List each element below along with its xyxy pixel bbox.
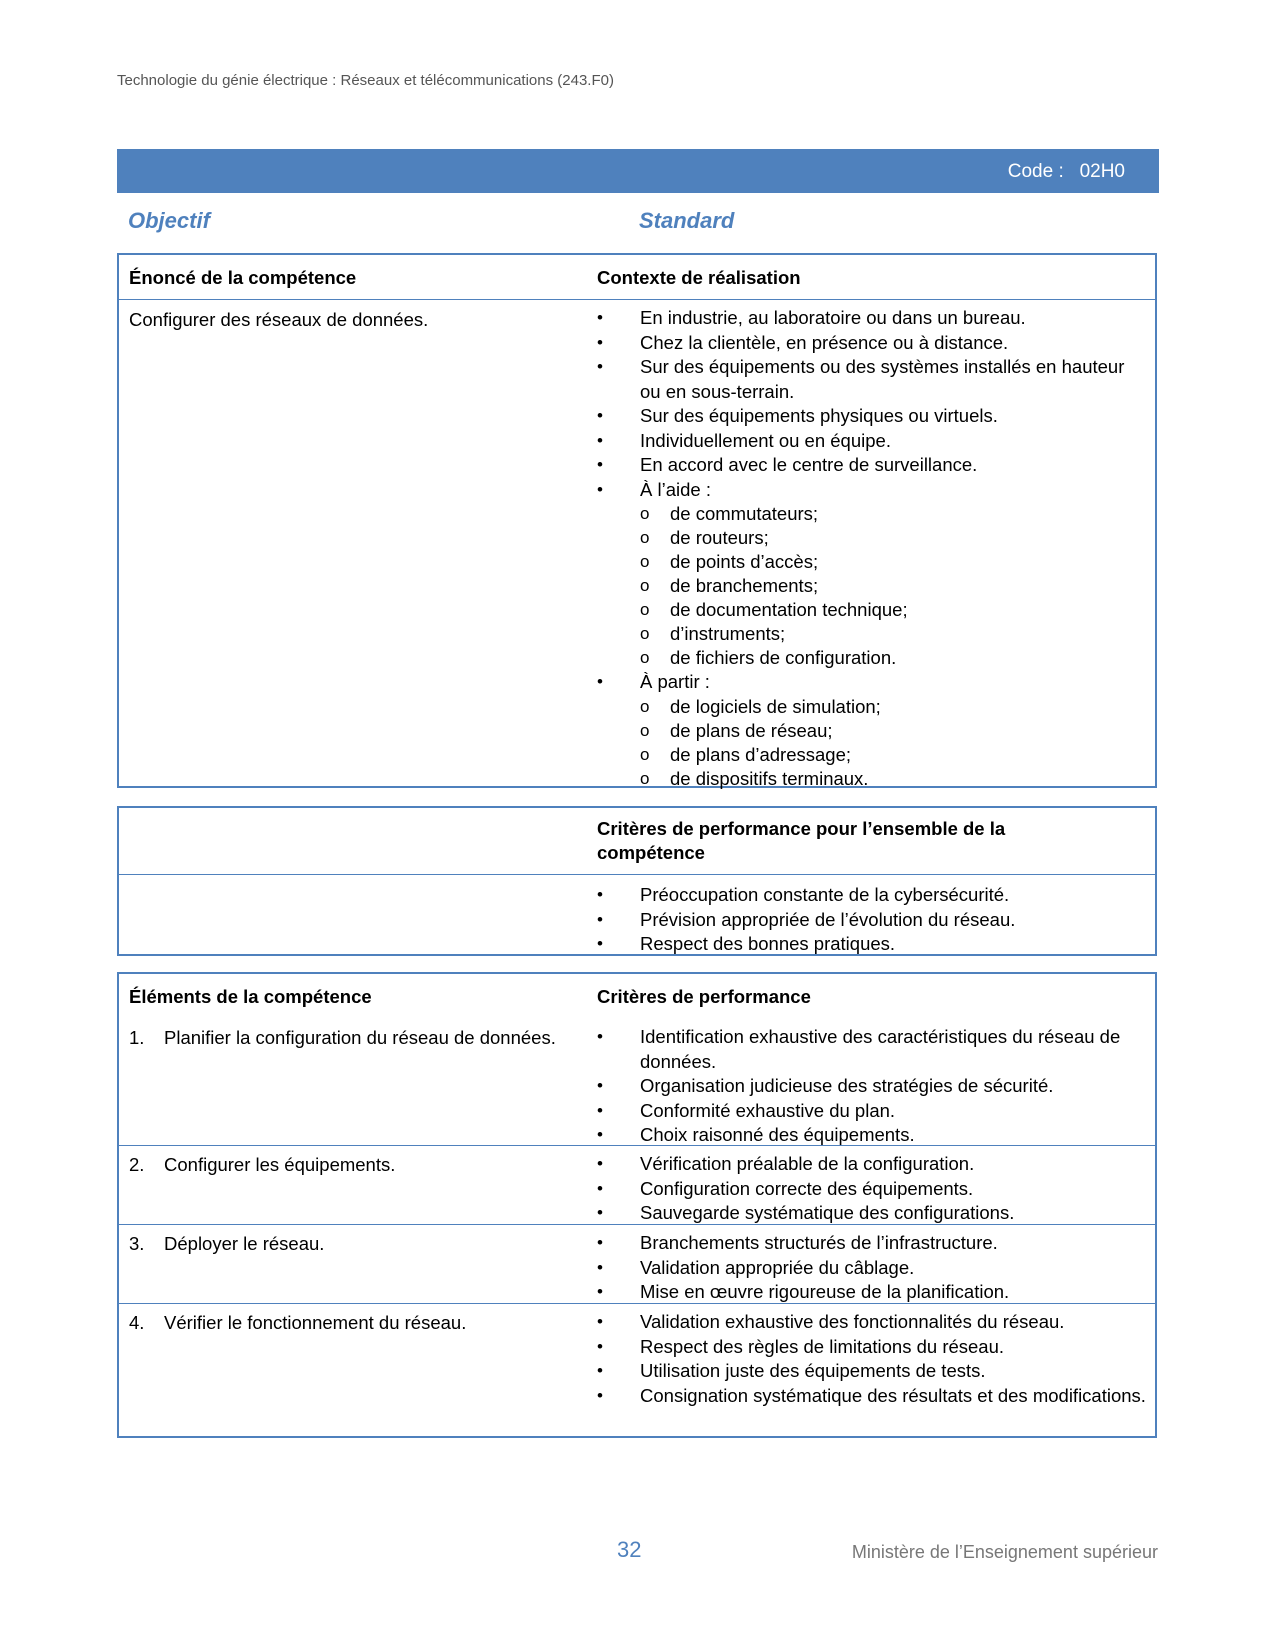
element-text: Vérifier le fonctionnement du réseau. xyxy=(164,1312,467,1333)
element-item xyxy=(129,1311,579,1336)
contexte-list-container xyxy=(597,306,1147,791)
critere-item: • Branchements structurés de l’infrastructure. xyxy=(597,1231,1147,1256)
contexte-item xyxy=(597,478,1147,503)
contexte-item xyxy=(597,331,1147,356)
contexte-item-text: À l’aide : xyxy=(640,478,711,500)
standard-heading: Standard xyxy=(639,208,735,233)
criteres-cell xyxy=(597,1231,1147,1305)
contexte-sublist xyxy=(597,695,1147,791)
critere-item: • Organisation judicieuse des stratégies de sécurité. xyxy=(597,1074,1147,1099)
ensemble-table xyxy=(117,806,1157,956)
objectif-heading: Objectif xyxy=(128,208,210,233)
contexte-subitem: o de plans d’adressage; xyxy=(640,743,1147,767)
critere-item: • Respect des règles de limitations du réseau. xyxy=(597,1335,1147,1360)
critere-item: • Mise en œuvre rigoureuse de la planification. xyxy=(597,1280,1147,1305)
elements-table-header xyxy=(119,974,1155,1019)
contexte-item xyxy=(597,306,1147,331)
contexte-subitem: o de points d’accès; xyxy=(640,550,1147,574)
ensemble-item: • Respect des bonnes pratiques. xyxy=(597,932,1147,957)
ensemble-item: • Prévision appropriée de l’évolution du réseau. xyxy=(597,908,1147,933)
contexte-item xyxy=(597,429,1147,454)
criteres-list xyxy=(597,1231,1147,1305)
contexte-sublist xyxy=(597,502,1147,670)
contexte-item-text: En accord avec le centre de surveillance. xyxy=(640,454,978,475)
criteres-list xyxy=(597,1152,1147,1226)
elements-rows xyxy=(119,1019,1155,1436)
element-number: 2. xyxy=(129,1154,145,1175)
contexte-item-text: Individuellement ou en équipe. xyxy=(640,429,891,451)
criteres-header: Critères de performance xyxy=(597,986,811,1007)
element-number: 3. xyxy=(129,1233,145,1254)
contexte-item-text: Sur des équipements ou des systèmes installés en hauteur ou en sous-terrain. xyxy=(640,356,1125,402)
contexte-item xyxy=(597,670,1147,695)
competence-table xyxy=(117,253,1157,788)
contexte-subitem: o de fichiers de configuration. xyxy=(640,646,1147,670)
contexte-header: Contexte de réalisation xyxy=(597,267,801,288)
ensemble-list xyxy=(597,883,1147,957)
elements-table-row xyxy=(119,1303,1155,1436)
ensemble-table-header xyxy=(119,808,1155,874)
element-item xyxy=(129,1026,579,1051)
ensemble-list-container xyxy=(597,883,1147,957)
element-number: 1. xyxy=(129,1027,145,1048)
criteres-list xyxy=(597,1025,1147,1148)
contexte-list xyxy=(597,306,1147,791)
contexte-subitem: o de routeurs; xyxy=(640,526,1147,550)
element-text: Planifier la configuration du réseau de données. xyxy=(164,1027,556,1048)
competency-code: Code : 02H0 xyxy=(1007,161,1125,182)
contexte-subitem: o d’instruments; xyxy=(640,622,1147,646)
enonce-text: Configurer des réseaux de données. xyxy=(129,309,429,330)
code-bar xyxy=(117,149,1159,193)
elements-table-row xyxy=(119,1019,1155,1145)
critere-item: • Identification exhaustive des caractéristiques du réseau de données. xyxy=(597,1025,1147,1074)
element-number: 4. xyxy=(129,1312,145,1333)
contexte-subitem: o de commutateurs; xyxy=(640,502,1147,526)
ensemble-item: • Préoccupation constante de la cybersécurité. xyxy=(597,883,1147,908)
critere-item: • Choix raisonné des équipements. xyxy=(597,1123,1147,1148)
contexte-subitem: o de documentation technique; xyxy=(640,598,1147,622)
critere-item: • Sauvegarde systématique des configurations. xyxy=(597,1201,1147,1226)
section-headings xyxy=(128,208,1158,236)
elements-table-row xyxy=(119,1224,1155,1303)
criteres-cell xyxy=(597,1310,1147,1408)
page-number: 32 xyxy=(617,1537,642,1562)
criteres-list xyxy=(597,1310,1147,1408)
competence-table-body xyxy=(119,299,1155,789)
element-cell xyxy=(129,1311,579,1336)
critere-item: • Utilisation juste des équipements de tests. xyxy=(597,1359,1147,1384)
contexte-subitem: o de branchements; xyxy=(640,574,1147,598)
contexte-item-text: À partir : xyxy=(640,671,710,692)
elements-header: Éléments de la compétence xyxy=(129,986,372,1007)
element-text: Configurer les équipements. xyxy=(164,1154,396,1175)
contexte-item-text: Sur des équipements physiques ou virtuels. xyxy=(640,405,998,426)
critere-item: • Vérification préalable de la configuration. xyxy=(597,1152,1147,1177)
critere-item: • Validation exhaustive des fonctionnalités du réseau. xyxy=(597,1310,1147,1335)
criteres-cell xyxy=(597,1152,1147,1226)
criteres-cell xyxy=(597,1025,1147,1148)
critere-item: • Consignation systématique des résultats et des modifications. xyxy=(597,1384,1147,1409)
ensemble-table-body xyxy=(119,874,1155,954)
critere-item: • Validation appropriée du câblage. xyxy=(597,1256,1147,1281)
competence-table-header xyxy=(119,255,1155,299)
contexte-item-text: Chez la clientèle, en présence ou à distance. xyxy=(640,331,1009,353)
contexte-sublist-wrapper xyxy=(597,695,1147,791)
critere-item: • Conformité exhaustive du plan. xyxy=(597,1099,1147,1124)
contexte-subitem: o de plans de réseau; xyxy=(640,719,1147,743)
contexte-subitem: o de dispositifs terminaux. xyxy=(640,767,1147,791)
contexte-subitem: o de logiciels de simulation; xyxy=(640,695,1147,719)
contexte-item xyxy=(597,404,1147,429)
element-text: Déployer le réseau. xyxy=(164,1233,325,1254)
contexte-item xyxy=(597,453,1147,478)
enonce-header: Énoncé de la compétence xyxy=(129,267,357,288)
ministry-footer: Ministère de l’Enseignement supérieur xyxy=(851,1542,1158,1562)
element-cell xyxy=(129,1026,579,1051)
element-cell xyxy=(129,1153,579,1178)
critere-item: • Configuration correcte des équipements. xyxy=(597,1177,1147,1202)
element-item xyxy=(129,1153,579,1178)
contexte-sublist-wrapper xyxy=(597,502,1147,670)
elements-table-row xyxy=(119,1145,1155,1224)
document-header: Technologie du génie électrique : Réseaux et télécommunications (243.F0) xyxy=(117,72,614,89)
element-cell xyxy=(129,1232,579,1257)
contexte-item xyxy=(597,355,1147,404)
contexte-item-text: En industrie, au laboratoire ou dans un bureau. xyxy=(640,307,1026,328)
elements-table xyxy=(117,972,1157,1438)
element-item xyxy=(129,1232,579,1257)
ensemble-header: Critères de performance pour l’ensemble de la compétence xyxy=(597,818,1006,863)
